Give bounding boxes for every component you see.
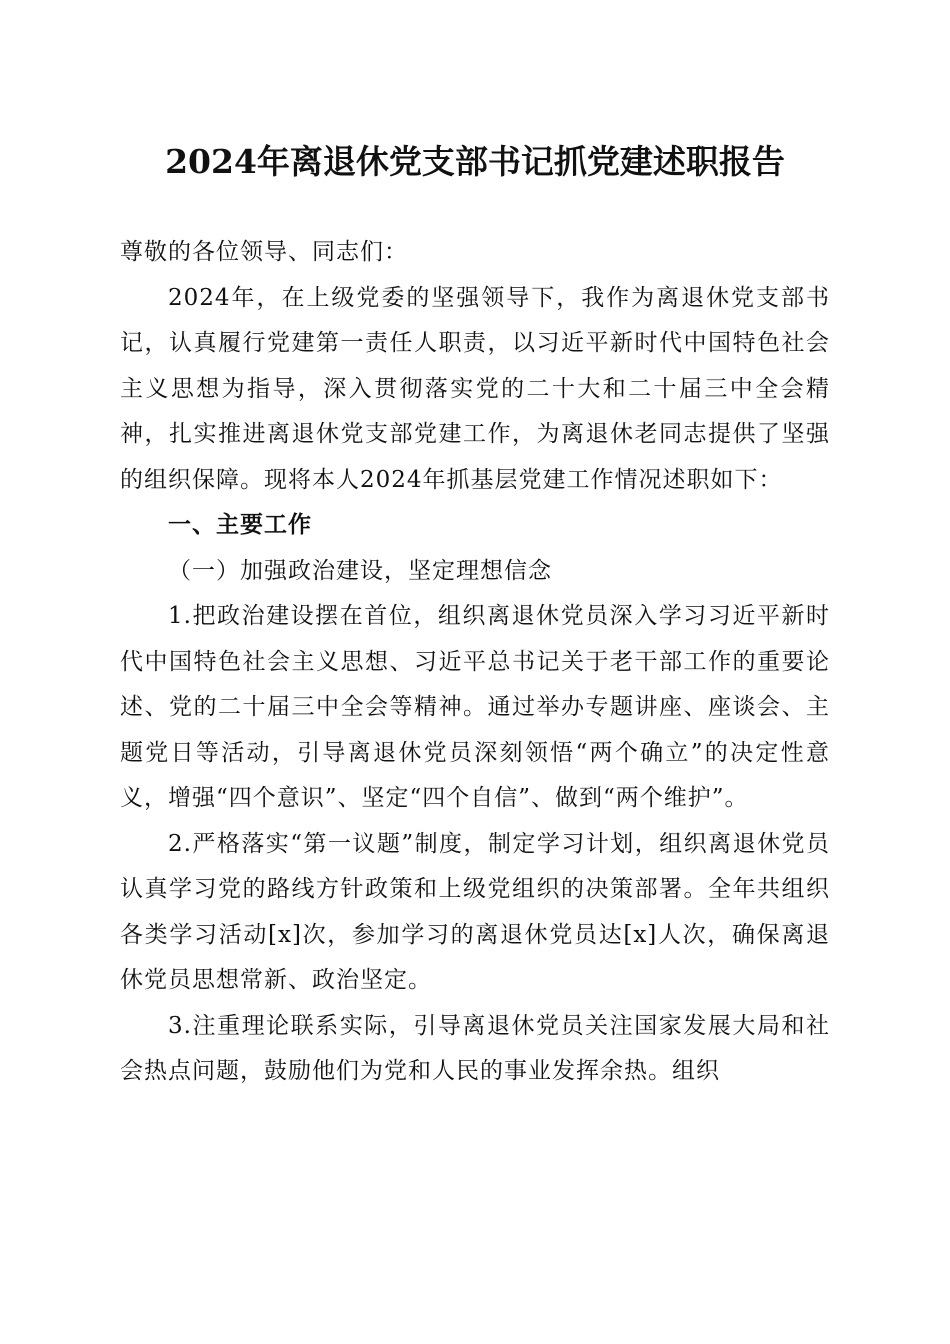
section-heading: 一、主要工作 [168,512,312,538]
paragraph-2: 2.严格落实“第一议题”制度，制定学习计划，组织离退休党员认真学习党的路线方针政策和上级党组织的决策部署。全年共组织各类学习活动[x]次，参加学习的离退休党员达[x]人次，确保离退休党员思想常新、政治坚定。 [120,830,830,993]
intro-paragraph: 2024年，在上级党委的坚强领导下，我作为离退休党支部书记，认真履行党建第一责任人职责，以习近平新时代中国特色社会主义思想为指导，深入贯彻落实党的二十大和二十届三中全会精神，扎实推进离退休党支部党建工作，为离退休老同志提供了坚强的组织保障。现将本人2024年抓基层党建工作情况述职如下： [120,284,830,493]
document-body [120,230,830,1095]
subsection-heading: （一）加强政治建设，坚定理想信念 [168,557,552,584]
document-title: 2024年离退休党支部书记抓党建述职报告 [165,142,785,181]
paragraph-1: 1.把政治建设摆在首位，组织离退休党员深入学习习近平新时代中国特色社会主义思想、习近平总书记关于老干部工作的重要论述、党的二十届三中全会等精神。通过举办专题讲座、座谈会、主题党日等活动，引导离退休党员深刻领悟“两个确立”的决定性意义，增强“四个意识”、坚定“四个自信”、做到“两个维护”。 [120,603,830,811]
paragraph-3: 3.注重理论联系实际，引导离退休党员关注国家发展大局和社会热点问题，鼓励他们为党和人民的事业发挥余热。组织 [120,1012,830,1084]
salutation: 尊敬的各位领导、同志们： [120,239,408,265]
